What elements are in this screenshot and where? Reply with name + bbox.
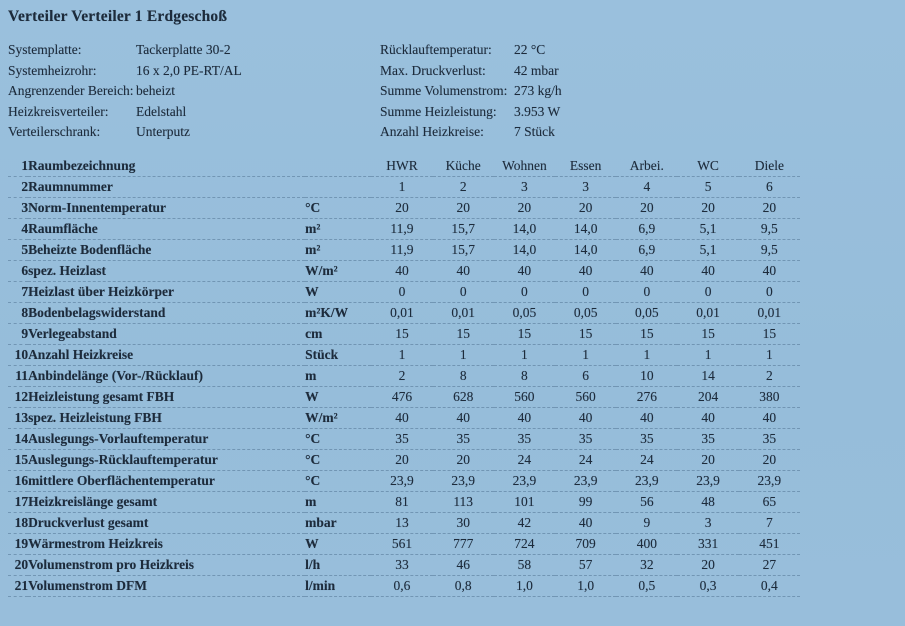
value-cell: Küche — [445, 157, 481, 173]
value-cell: 23,9 — [573, 472, 598, 488]
row-number-cell: 11 — [15, 367, 29, 383]
info-value: 22 °C — [514, 42, 546, 57]
value-cell: 23,9 — [757, 472, 782, 488]
info-value: beheizt — [136, 83, 175, 98]
unit-cell: cm — [305, 325, 323, 341]
unit-cell: m² — [305, 241, 321, 257]
value-cell: Essen — [569, 157, 602, 173]
value-cell: 476 — [391, 388, 413, 404]
row-number-cell: 2 — [21, 178, 29, 194]
table-row — [8, 239, 800, 260]
value-cell: 8 — [459, 367, 467, 383]
row-number-cell: 5 — [21, 241, 29, 257]
value-cell: 81 — [395, 493, 409, 509]
value-cell: 0 — [398, 283, 406, 299]
info-label: Max. Druckverlust: — [380, 62, 486, 78]
value-cell: WC — [697, 157, 719, 173]
value-cell: 0,05 — [512, 304, 537, 320]
value-cell: 3 — [582, 178, 589, 194]
value-cell: 0,6 — [393, 577, 411, 593]
page-title: Verteiler Verteiler 1 Erdgeschoß — [8, 8, 228, 25]
value-cell: 32 — [640, 556, 654, 572]
info-row — [380, 102, 562, 123]
value-cell: 40 — [640, 409, 654, 425]
info-value: 273 kg/h — [514, 83, 562, 98]
row-number-cell: 4 — [21, 220, 29, 236]
value-cell: 40 — [517, 409, 532, 425]
value-cell: 204 — [697, 388, 719, 404]
value-cell: 14,0 — [512, 241, 537, 257]
value-cell: 3 — [704, 514, 712, 530]
row-label-cell: Druckverlust gesamt — [28, 514, 149, 530]
value-cell: 0 — [521, 283, 528, 299]
value-cell: 0 — [704, 283, 712, 299]
value-cell: 777 — [453, 535, 474, 551]
value-cell: 1 — [704, 346, 712, 362]
value-cell: 1,0 — [577, 577, 595, 593]
unit-cell: l/min — [305, 577, 336, 593]
value-cell: 46 — [456, 556, 470, 572]
value-cell: 35 — [762, 430, 777, 446]
table-row — [8, 365, 800, 386]
value-cell: 40 — [395, 409, 409, 425]
info-row — [8, 122, 378, 143]
value-cell: 5,1 — [699, 241, 717, 257]
value-cell: 23,9 — [635, 472, 659, 488]
table-row — [8, 302, 800, 323]
value-cell: 35 — [701, 430, 715, 446]
heating-circuit-table — [8, 156, 800, 597]
value-cell: 40 — [701, 409, 715, 425]
value-cell: Diele — [754, 157, 784, 173]
value-cell: 20 — [395, 451, 409, 467]
unit-cell: Stück — [305, 346, 339, 362]
value-cell: 9,5 — [760, 220, 778, 236]
value-cell: 10 — [640, 367, 654, 383]
info-value: 16 x 2,0 PE-RT/AL — [136, 62, 242, 78]
value-cell: 14,0 — [573, 220, 598, 236]
value-cell: 23,9 — [390, 472, 414, 488]
row-label-cell: spez. Heizleistung FBH — [28, 409, 162, 425]
table-row — [8, 407, 800, 428]
info-label: Rücklauftemperatur: — [380, 42, 492, 57]
unit-cell: l/h — [305, 556, 321, 572]
value-cell: 0,05 — [635, 304, 659, 320]
value-cell: 709 — [575, 535, 596, 551]
info-label: Systemplatte: — [8, 42, 82, 57]
row-label-cell: Heizleistung gesamt FBH — [28, 388, 175, 404]
info-row — [8, 81, 378, 102]
info-row — [380, 81, 562, 102]
value-cell: 20 — [762, 451, 777, 467]
value-cell: 35 — [640, 430, 654, 446]
row-number-cell: 16 — [14, 472, 29, 488]
value-cell: 40 — [640, 262, 654, 278]
value-cell: 0,5 — [638, 577, 656, 593]
table-row — [8, 218, 800, 239]
unit-cell: W/m² — [305, 409, 338, 425]
value-cell: 20 — [640, 199, 654, 215]
value-cell: 0,05 — [573, 304, 598, 320]
value-cell: 6 — [582, 367, 589, 383]
row-number-cell: 10 — [14, 346, 29, 362]
value-cell: 40 — [762, 409, 777, 425]
value-cell: 4 — [643, 178, 651, 194]
value-cell: 724 — [514, 535, 535, 551]
row-label-cell: Raumnummer — [28, 178, 113, 194]
row-number-cell: 17 — [14, 493, 29, 509]
row-number-cell: 1 — [21, 157, 29, 173]
row-label-cell: Anbindelänge (Vor-/Rücklauf) — [28, 367, 203, 383]
table-row — [8, 533, 800, 554]
unit-cell — [305, 156, 371, 177]
value-cell: 400 — [636, 535, 657, 551]
value-cell: 1 — [459, 346, 467, 362]
value-cell: 628 — [453, 388, 474, 404]
value-cell: 15 — [640, 325, 654, 341]
row-number-cell: 15 — [14, 451, 29, 467]
value-cell: 2 — [459, 178, 467, 194]
value-cell: 35 — [395, 430, 409, 446]
value-cell: 276 — [636, 388, 657, 404]
info-label: Anzahl Heizkreise: — [380, 124, 484, 139]
value-cell: 20 — [701, 451, 715, 467]
value-cell: 13 — [395, 514, 409, 530]
unit-cell: W — [305, 388, 319, 404]
value-cell: 1 — [398, 178, 406, 194]
unit-cell: °C — [305, 430, 321, 446]
value-cell: 561 — [391, 535, 413, 551]
value-cell: 24 — [640, 451, 654, 467]
value-cell: Wohnen — [502, 157, 547, 173]
value-cell: 451 — [759, 535, 780, 551]
info-value: 7 Stück — [514, 124, 555, 139]
info-row — [380, 61, 562, 82]
table-row — [8, 449, 800, 470]
row-number-cell: 7 — [21, 283, 29, 299]
value-cell: 15 — [762, 325, 777, 341]
row-label-cell: Heizlast über Heizkörper — [28, 283, 175, 299]
unit-cell: m — [305, 367, 317, 383]
value-cell: 380 — [759, 388, 780, 404]
table-row — [8, 323, 800, 344]
value-cell: HWR — [386, 157, 418, 173]
unit-cell: m — [305, 493, 317, 509]
value-cell: 15 — [456, 325, 470, 341]
unit-cell: m²K/W — [305, 304, 349, 320]
row-number-cell: 8 — [21, 304, 29, 320]
row-label-cell: Raumfläche — [28, 220, 98, 236]
value-cell: 30 — [456, 514, 470, 530]
value-cell: 15 — [578, 325, 593, 341]
info-row — [8, 102, 378, 123]
table-row — [8, 554, 800, 575]
table-row — [8, 386, 800, 407]
row-label-cell: Verlegeabstand — [28, 325, 117, 341]
value-cell: 560 — [514, 388, 535, 404]
value-cell: 6,9 — [638, 220, 656, 236]
value-cell: 24 — [578, 451, 593, 467]
info-label: Summe Volumenstrom: — [380, 83, 508, 98]
row-number-cell: 21 — [14, 577, 29, 593]
table-row — [8, 344, 800, 365]
table-row — [8, 197, 800, 218]
value-cell: 0 — [459, 283, 467, 299]
value-cell: 14 — [701, 367, 715, 383]
value-cell: 113 — [453, 493, 474, 509]
value-cell: Arbei. — [629, 157, 664, 173]
value-cell: 20 — [395, 199, 409, 215]
row-label-cell: Volumenstrom DFM — [28, 577, 147, 593]
value-cell: 1 — [398, 346, 406, 362]
value-cell: 6 — [765, 178, 773, 194]
value-cell: 14,0 — [573, 241, 598, 257]
value-cell: 0 — [643, 283, 651, 299]
row-number-cell: 19 — [14, 535, 29, 551]
value-cell: 11,9 — [390, 241, 414, 257]
value-cell: 0,01 — [757, 304, 782, 320]
row-label-cell: Auslegungs-Rücklauftemperatur — [28, 451, 218, 467]
row-number-cell: 13 — [14, 409, 29, 425]
row-label-cell: Norm-Innentemperatur — [28, 199, 167, 215]
value-cell: 20 — [456, 199, 470, 215]
row-number-cell: 9 — [21, 325, 29, 341]
info-row — [8, 61, 378, 82]
value-cell: 6,9 — [638, 241, 656, 257]
value-cell: 15 — [395, 325, 409, 341]
row-label-cell: Bodenbelagswiderstand — [28, 304, 166, 320]
value-cell: 20 — [578, 199, 593, 215]
value-cell: 23,9 — [451, 472, 475, 488]
unit-cell: W — [305, 535, 319, 551]
row-number-cell: 20 — [14, 556, 29, 572]
info-row — [380, 40, 562, 61]
value-cell: 15 — [701, 325, 715, 341]
value-cell: 1 — [521, 346, 528, 362]
value-cell: 20 — [701, 556, 715, 572]
value-cell: 35 — [578, 430, 593, 446]
table-row — [8, 575, 800, 596]
value-cell: 9 — [643, 514, 651, 530]
info-row — [380, 122, 562, 143]
row-label-cell: Auslegungs-Vorlauftemperatur — [28, 430, 209, 446]
value-cell: 58 — [517, 556, 532, 572]
value-cell: 7 — [765, 514, 773, 530]
value-cell: 24 — [517, 451, 532, 467]
value-cell: 3 — [521, 178, 528, 194]
value-cell: 99 — [578, 493, 593, 509]
value-cell: 40 — [517, 262, 532, 278]
unit-cell: W/m² — [305, 262, 338, 278]
table-row — [8, 428, 800, 449]
value-cell: 56 — [640, 493, 654, 509]
table-row — [8, 156, 800, 177]
info-value: 42 mbar — [514, 62, 559, 78]
table-row — [8, 281, 800, 302]
value-cell: 5,1 — [699, 220, 717, 236]
value-cell: 40 — [762, 262, 777, 278]
value-cell: 27 — [762, 556, 777, 572]
value-cell: 33 — [395, 556, 409, 572]
row-number-cell: 3 — [21, 199, 29, 215]
row-label-cell: Beheizte Bodenfläche — [28, 241, 152, 257]
value-cell: 1 — [765, 346, 773, 362]
info-value: Tackerplatte 30-2 — [136, 42, 231, 57]
value-cell: 15 — [517, 325, 532, 341]
info-label: Verteilerschrank: — [8, 124, 101, 139]
info-row — [8, 40, 378, 61]
row-number-cell: 14 — [14, 430, 29, 446]
value-cell: 20 — [701, 199, 715, 215]
row-label-cell: Raumbezeichnung — [28, 157, 136, 173]
value-cell: 101 — [514, 493, 535, 509]
info-value: Unterputz — [136, 124, 190, 139]
row-label-cell: Volumenstrom pro Heizkreis — [28, 556, 195, 572]
value-cell: 2 — [398, 367, 406, 383]
value-cell: 8 — [521, 367, 528, 383]
info-label: Heizkreisverteiler: — [8, 103, 109, 119]
table-body — [8, 156, 800, 597]
table-row — [8, 260, 800, 281]
value-cell: 35 — [456, 430, 470, 446]
value-cell: 0,01 — [696, 304, 720, 320]
row-label-cell: mittlere Oberflächentemperatur — [28, 472, 215, 488]
row-label-cell: spez. Heizlast — [28, 262, 107, 278]
row-label-cell: Heizkreislänge gesamt — [28, 493, 158, 509]
value-cell: 20 — [762, 199, 777, 215]
value-cell: 15,7 — [451, 241, 475, 257]
summary-info-block — [380, 40, 562, 143]
value-cell: 14,0 — [512, 220, 537, 236]
value-cell: 2 — [765, 367, 773, 383]
header-info-section — [8, 40, 905, 143]
value-cell: 15,7 — [451, 220, 475, 236]
table-row — [8, 512, 800, 533]
info-label: Angrenzender Bereich: — [8, 83, 134, 98]
info-label: Summe Heizleistung: — [380, 103, 497, 119]
value-cell: 57 — [578, 556, 593, 572]
value-cell: 23,9 — [696, 472, 720, 488]
table-row — [8, 176, 800, 197]
value-cell: 0,4 — [760, 577, 778, 593]
value-cell: 20 — [456, 451, 470, 467]
value-cell: 5 — [704, 178, 712, 194]
value-cell: 560 — [575, 388, 596, 404]
unit-cell: °C — [305, 472, 321, 488]
row-number-cell: 18 — [14, 514, 29, 530]
value-cell: 20 — [517, 199, 532, 215]
value-cell: 40 — [578, 409, 593, 425]
value-cell: 40 — [456, 409, 470, 425]
value-cell: 42 — [517, 514, 532, 530]
info-value: 3.953 W — [514, 103, 561, 119]
value-cell: 65 — [762, 493, 777, 509]
value-cell: 0,3 — [699, 577, 717, 593]
value-cell: 48 — [701, 493, 715, 509]
value-cell: 1 — [643, 346, 651, 362]
value-cell: 40 — [456, 262, 470, 278]
value-cell: 0,01 — [390, 304, 414, 320]
value-cell: 23,9 — [512, 472, 537, 488]
unit-cell: °C — [305, 451, 321, 467]
value-cell: 40 — [578, 262, 593, 278]
value-cell: 40 — [395, 262, 409, 278]
table-row — [8, 470, 800, 491]
unit-cell: °C — [305, 199, 321, 215]
table-row — [8, 491, 800, 512]
value-cell: 40 — [578, 514, 593, 530]
info-value: Edelstahl — [136, 103, 187, 119]
row-number-cell: 6 — [21, 262, 29, 278]
value-cell: 1 — [582, 346, 589, 362]
value-cell: 0 — [582, 283, 589, 299]
unit-cell — [305, 176, 371, 197]
value-cell: 0,8 — [454, 577, 472, 593]
unit-cell: m² — [305, 220, 321, 236]
value-cell: 0,01 — [451, 304, 475, 320]
row-number-cell: 12 — [14, 388, 29, 404]
row-label-cell: Wärmestrom Heizkreis — [28, 535, 163, 551]
unit-cell: W — [305, 283, 319, 299]
value-cell: 11,9 — [390, 220, 414, 236]
row-label-cell: Anzahl Heizkreise — [28, 346, 134, 362]
value-cell: 1,0 — [515, 577, 533, 593]
value-cell: 35 — [517, 430, 532, 446]
unit-cell: mbar — [305, 514, 337, 530]
value-cell: 331 — [697, 535, 719, 551]
system-info-block — [8, 40, 378, 143]
value-cell: 9,5 — [760, 241, 778, 257]
info-label: Systemheizrohr: — [8, 62, 97, 78]
value-cell: 0 — [765, 283, 773, 299]
value-cell: 40 — [701, 262, 715, 278]
